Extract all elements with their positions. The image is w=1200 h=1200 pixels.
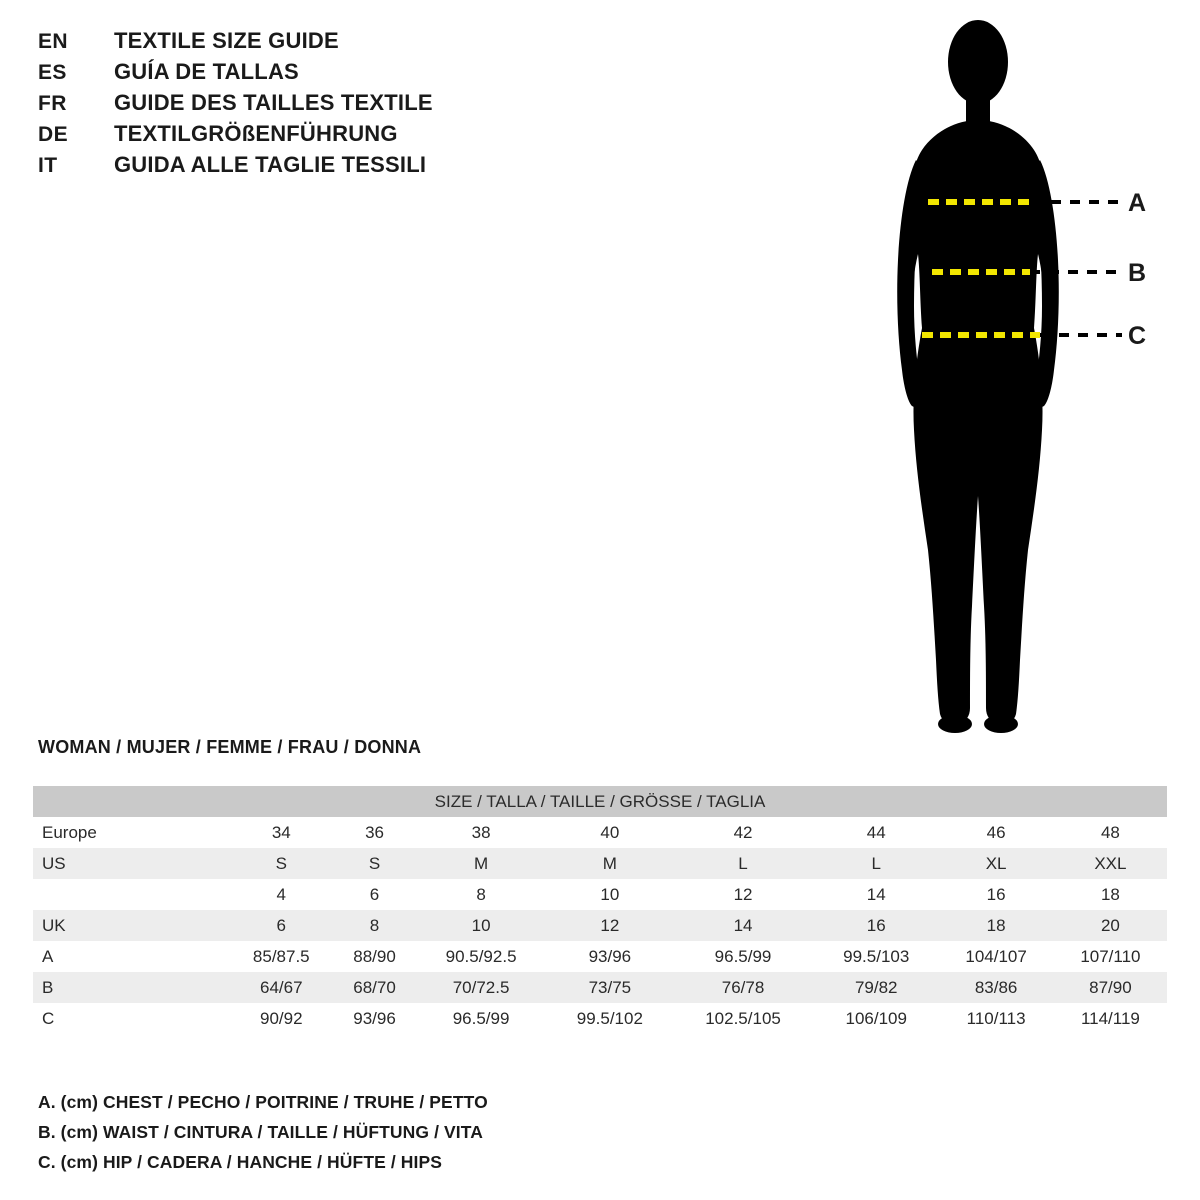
title-text-fr: GUIDE DES TAILLES TEXTILE — [114, 90, 433, 115]
cell: XL — [985, 853, 1007, 873]
cell: XXL — [1094, 853, 1127, 873]
table-row — [33, 848, 1167, 879]
row-label-a: A — [42, 946, 54, 966]
cell: 90/92 — [260, 1008, 303, 1028]
cell: 79/82 — [854, 977, 898, 997]
table-row — [33, 972, 1167, 1003]
section-label: WOMAN / MUJER / FEMME / FRAU / DONNA — [38, 737, 422, 757]
cell: 70/72.5 — [452, 977, 510, 997]
cell: 107/110 — [1080, 946, 1141, 966]
cell: 6 — [369, 884, 380, 904]
cell: 4 — [276, 884, 287, 904]
cell: 18 — [986, 915, 1006, 935]
cell: 14 — [733, 915, 753, 935]
cell: 48 — [1100, 822, 1120, 842]
cell: 42 — [733, 822, 753, 842]
marker-label-a: A — [1128, 189, 1147, 217]
cell: 44 — [866, 822, 886, 842]
figure-area — [860, 10, 1190, 740]
cell: L — [738, 853, 748, 873]
cell: 18 — [1100, 884, 1120, 904]
cell: 93/96 — [588, 946, 632, 966]
title-lang-de: DE — [38, 123, 68, 146]
cell: 14 — [866, 884, 886, 904]
title-lang-it: IT — [38, 154, 58, 177]
cell: 12 — [600, 915, 620, 935]
table-row — [33, 910, 1167, 941]
row-label-us: US — [42, 853, 66, 873]
cell: 10 — [471, 915, 491, 935]
legend-line-b: B. (cm) WAIST / CINTURA / TAILLE / HÜFTUNG / VITA — [38, 1122, 483, 1142]
title-lang-en: EN — [38, 30, 68, 53]
title-row — [38, 121, 678, 152]
cell: 96.5/99 — [452, 1008, 510, 1028]
cell: L — [871, 853, 881, 873]
cell: S — [275, 853, 287, 873]
title-text-es: GUÍA DE TALLAS — [114, 59, 299, 84]
cell: 99.5/103 — [843, 946, 910, 966]
cell: 96.5/99 — [714, 946, 772, 966]
title-block — [38, 28, 678, 183]
cell: M — [602, 853, 617, 873]
cell: 83/86 — [974, 977, 1018, 997]
cell: 85/87.5 — [252, 946, 310, 966]
cell: 88/90 — [353, 946, 396, 966]
table-row — [33, 1003, 1167, 1034]
legend-line-a: A. (cm) CHEST / PECHO / POITRINE / TRUHE / PETTO — [38, 1092, 488, 1112]
row-label-uk: UK — [42, 915, 66, 935]
cell: 8 — [476, 884, 486, 904]
cell: 90.5/92.5 — [445, 946, 517, 966]
cell: 114/119 — [1080, 1008, 1140, 1028]
cell: 10 — [600, 884, 620, 904]
table-row — [33, 817, 1167, 848]
female-silhouette-icon — [860, 10, 1190, 740]
title-row — [38, 59, 678, 90]
title-text-it: GUIDA ALLE TAGLIE TESSILI — [114, 152, 427, 177]
title-text-de: TEXTILGRÖßENFÜHRUNG — [114, 121, 398, 146]
cell: 8 — [369, 915, 380, 935]
cell: 16 — [866, 915, 886, 935]
row-label-c: C — [42, 1008, 55, 1028]
size-table — [33, 786, 1167, 1034]
row-label-europe: Europe — [42, 822, 97, 842]
cell: 87/90 — [1089, 977, 1132, 997]
cell: 102.5/105 — [705, 1008, 781, 1028]
cell: 73/75 — [588, 977, 632, 997]
cell: S — [368, 853, 381, 873]
title-lang-fr: FR — [38, 92, 67, 115]
cell: 12 — [733, 884, 753, 904]
marker-label-b: B — [1128, 259, 1147, 287]
cell: 20 — [1100, 915, 1120, 935]
cell: 40 — [600, 822, 620, 842]
table-row — [33, 941, 1167, 972]
title-row — [38, 90, 678, 121]
cell: 36 — [365, 822, 384, 842]
row-label-us-numeric — [33, 879, 228, 910]
cell: 76/78 — [721, 977, 765, 997]
table-header-row — [33, 786, 1167, 817]
cell: 99.5/102 — [576, 1008, 643, 1028]
cell: 104/107 — [965, 946, 1027, 966]
marker-label-c: C — [1128, 322, 1147, 350]
cell: 6 — [276, 915, 287, 935]
row-label-b: B — [42, 977, 54, 997]
table-header-label: SIZE / TALLA / TAILLE / GRÖSSE / TAGLIA — [434, 791, 766, 811]
title-text-en: TEXTILE SIZE GUIDE — [114, 28, 339, 53]
cell: 34 — [271, 822, 291, 842]
title-lang-es: ES — [38, 61, 67, 84]
title-row — [38, 28, 678, 59]
cell: 106/109 — [845, 1008, 907, 1028]
cell: 46 — [986, 822, 1006, 842]
title-row — [38, 152, 678, 183]
cell: M — [473, 853, 489, 873]
cell: 64/67 — [260, 977, 303, 997]
cell: 93/96 — [353, 1008, 396, 1028]
legend-line-c: C. (cm) HIP / CADERA / HANCHE / HÜFTE / HIPS — [38, 1152, 443, 1172]
cell: 16 — [986, 884, 1006, 904]
cell: 38 — [471, 822, 491, 842]
table-row — [33, 879, 1167, 910]
cell: 110/113 — [966, 1008, 1026, 1028]
legend — [38, 1087, 738, 1177]
cell: 68/70 — [353, 977, 396, 997]
